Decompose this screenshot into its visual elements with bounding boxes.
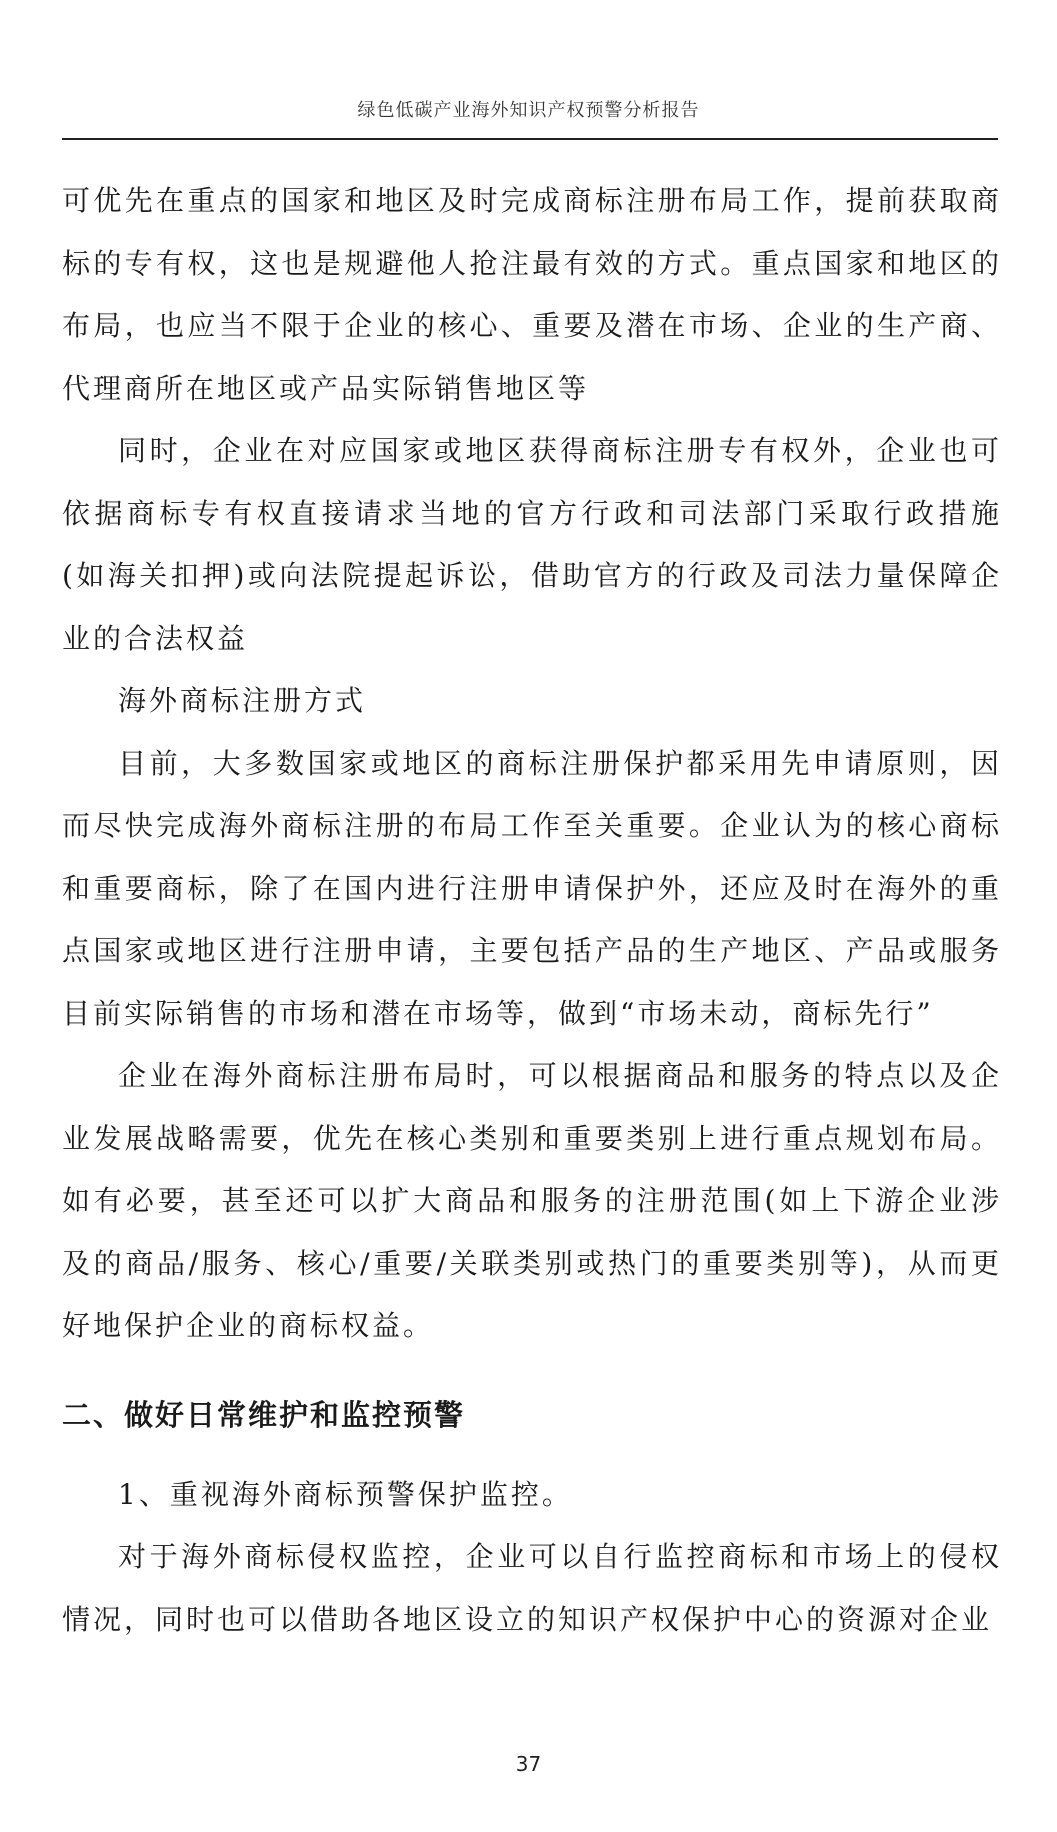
header-rule	[62, 138, 998, 140]
paragraph-7: 对于海外商标侵权监控，企业可以自行监控商标和市场上的侵权情况，同时也可以借助各地区设立的知识产权保护中心的资源对企业	[62, 1540, 1002, 1636]
paragraph-6: 1、重视海外商标预警保护监控。	[118, 1477, 573, 1511]
page-number: 37	[515, 1752, 542, 1776]
paragraph-1: 可优先在重点的国家和地区及时完成商标注册布局工作，提前获取商标的专有权，这也是规避他人抢注最有效的方式。重点国家和地区的布局，也应当不限于企业的核心、重要及潜在市场、企业的生产商、代理商所在地区或产品实际销售地区等	[62, 184, 1002, 405]
section-heading: 二、做好日常维护和监控预警	[62, 1397, 466, 1432]
running-header: 绿色低碳产业海外知识产权预警分析报告	[357, 100, 700, 121]
paragraph-4: 目前，大多数国家或地区的商标注册保护都采用先申请原则，因而尽快完成海外商标注册的布局工作至关重要。企业认为的核心商标和重要商标，除了在国内进行注册申请保护外，还应及时在海外的重点国家或地区进行注册申请，主要包括产品的生产地区、产品或服务目前实际销售的市场和潜在市场等，做到“市场未动，商标先行”	[62, 746, 1002, 1030]
body-text	[62, 170, 1002, 1651]
paragraph-5: 企业在海外商标注册布局时，可以根据商品和服务的特点以及企业发展战略需要，优先在核心类别和重要类别上进行重点规划布局。如有必要，甚至还可以扩大商品和服务的注册范围(如上下游企业涉及的商品/服务、核心/重要/关联类别或热门的重要类别等)，从而更好地保护企业的商标权益。	[62, 1059, 1002, 1342]
paragraph-3-subheading: 海外商标注册方式	[118, 684, 367, 717]
paragraph-2: 同时，企业在对应国家或地区获得商标注册专有权外，企业也可依据商标专有权直接请求当地的官方行政和司法部门采取行政措施(如海关扣押)或向法院提起诉讼，借助官方的行政及司法力量保障企业的合法权益	[62, 434, 1002, 655]
